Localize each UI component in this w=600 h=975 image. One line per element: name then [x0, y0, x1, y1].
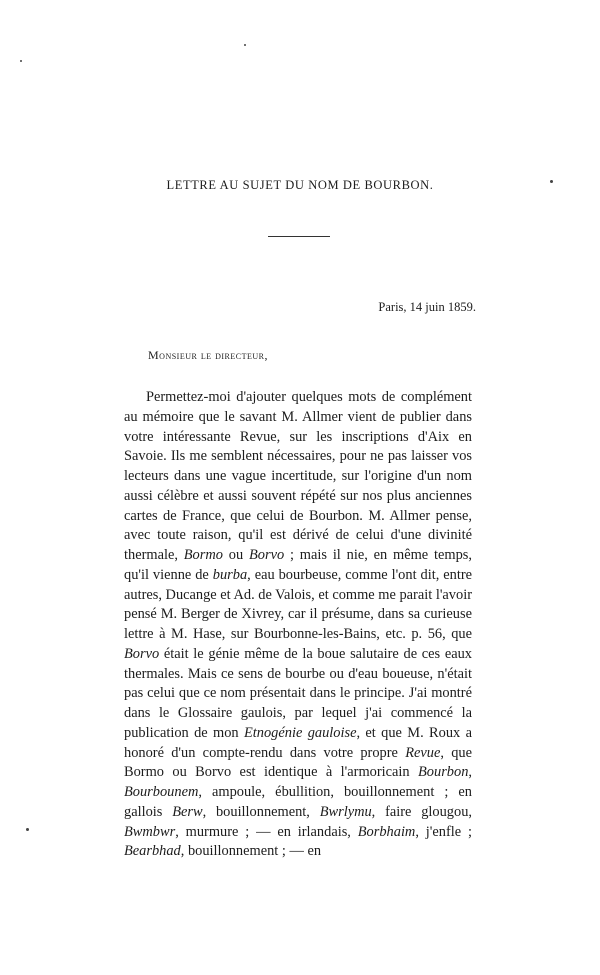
scan-speck	[20, 60, 22, 62]
body-paragraph	[124, 388, 472, 862]
dateline: Paris, 14 juin 1859.	[378, 300, 476, 314]
text-run: était le génie même de la boue salutaire de ces eaux thermales. Mais ce sens de bourbe ou d'eau boueuse, n'était pas celui que ce nom présentait dans le principe. J'ai montré dans le Glossaire gaulois, par lequel j'ai commencé la publication de mon	[124, 645, 472, 741]
text-run: , j'enfle ;	[415, 823, 472, 840]
text-run: , que Bormo ou Borvo est identique à l'armoricain	[124, 744, 472, 781]
document-title: LETTRE AU SUJET DU NOM DE BOURBON.	[166, 178, 434, 192]
text-run: , bouillonnement,	[202, 803, 320, 820]
title-divider	[268, 236, 330, 237]
scan-speck	[244, 44, 246, 46]
text-run: , eau bourbeuse, comme l'ont dit, entre autres, Ducange et Ad. de Valois, et comme me parait l'avoir pensé M. Berger de Xivrey, car il présume, dans sa curieuse lettre à M. Hase, sur Bourbonne-les-Bains, etc. p. 56, que	[124, 566, 473, 642]
text-run: ou	[222, 547, 249, 563]
text-run: , ampoule, ébullition, bouillonnement ; en gallois	[124, 784, 472, 820]
italic-term: Revue	[405, 744, 441, 761]
italic-term: Bourbon	[418, 764, 469, 781]
text-run: , bouillonnement ; — en	[180, 843, 322, 860]
scan-speck	[26, 828, 29, 831]
text-run: , faire glougou,	[371, 803, 472, 820]
text-run: Permettez-moi d'ajouter quelques mots de complément au mémoire que le savant M. Allmer vient de publier dans votre intéressante Revue, sur les inscriptions d'Aix en Savoie. Ils me semblent nécessaires, pour ne pas laisser vos lecteurs dans une vague incertitude, sur l'origine d'un nom aussi célèbre et aussi souvent répété sur nos plus anciennes cartes de France, que celui de Bourbon. M. Allmer pense, avec toute raison, qu'il est dérivé de celui d'une divinité thermale,	[124, 389, 472, 563]
italic-term: Borbhaim	[357, 823, 416, 840]
text-run: , murmure ; — en irlandais,	[175, 823, 358, 840]
scan-speck	[550, 180, 553, 183]
italic-term: burba	[212, 566, 248, 583]
italic-term: Bwrlymu	[319, 803, 372, 820]
italic-term: Etnogénie gauloise	[244, 724, 357, 741]
salutation: Monsieur le directeur,	[148, 348, 268, 362]
italic-term: Borvo	[249, 547, 285, 563]
italic-term: Bormo	[183, 547, 223, 563]
text-run: , et que M. Roux a honoré d'un compte-rendu dans votre propre	[124, 724, 472, 761]
italic-term: Bourbounem	[124, 784, 199, 800]
italic-term: Berw	[172, 803, 203, 820]
italic-term: Borvo	[124, 645, 160, 662]
text-run: ; mais il nie, en même temps, qu'il vienne de	[124, 547, 472, 583]
italic-term: Bwmbwr	[124, 823, 176, 840]
text-run: ,	[468, 764, 472, 781]
italic-term: Bearbhad	[124, 843, 181, 860]
